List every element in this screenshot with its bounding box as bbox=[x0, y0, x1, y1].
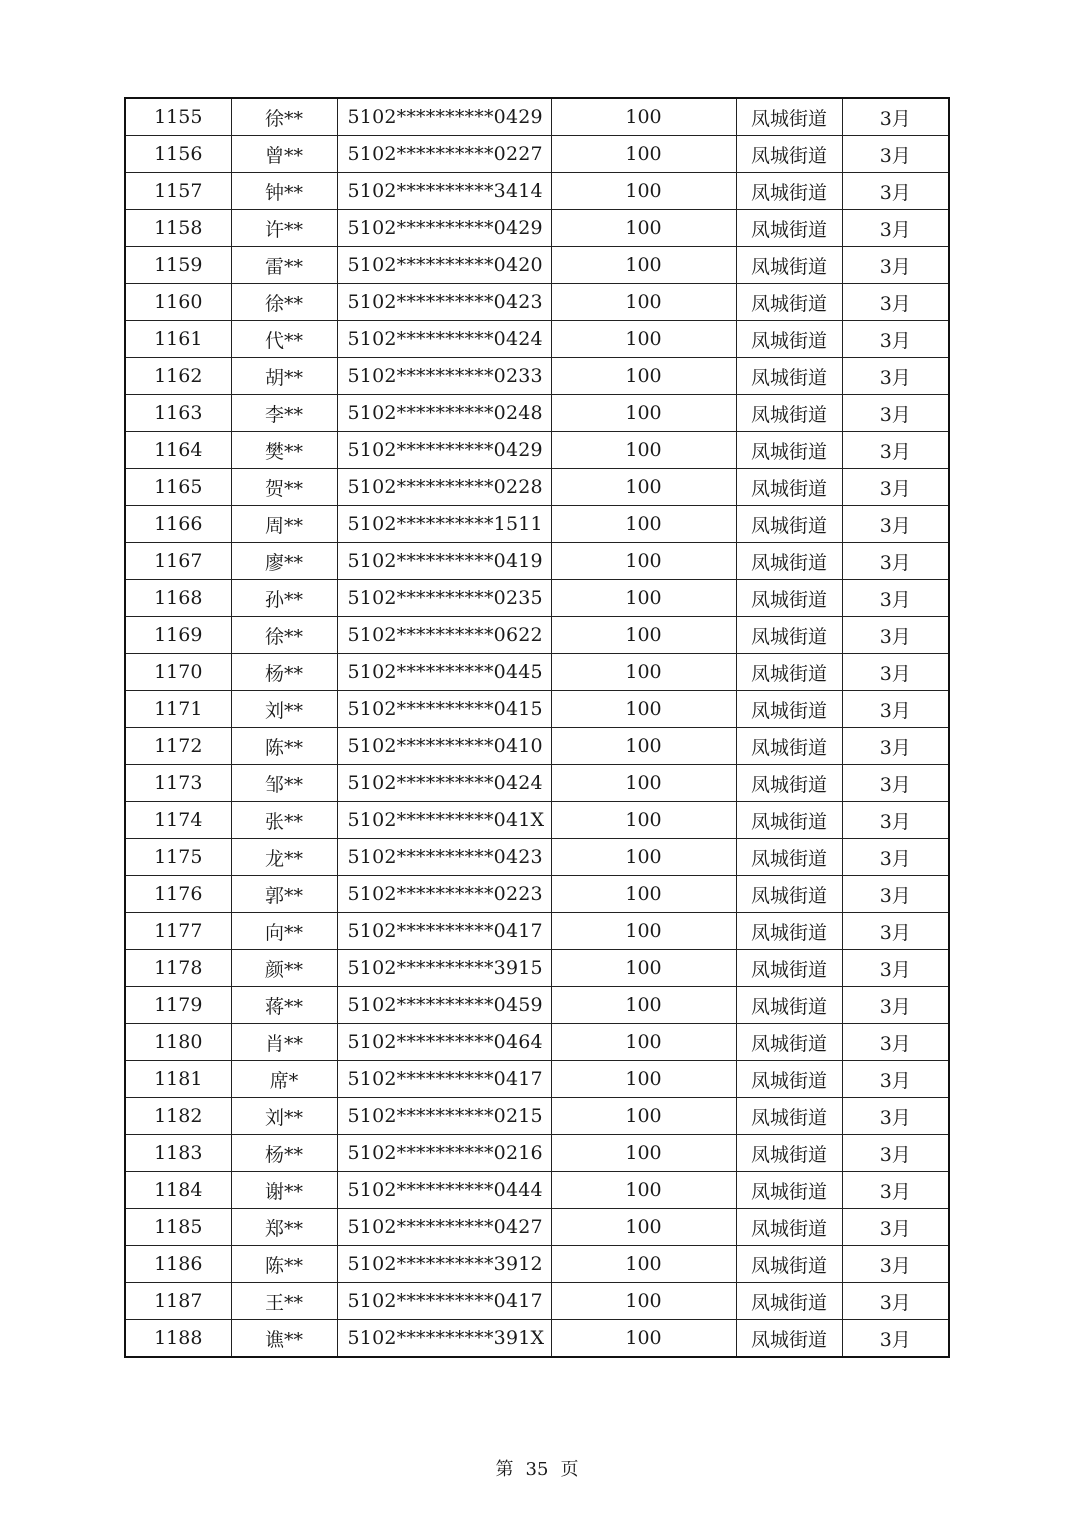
table-row bbox=[125, 358, 949, 395]
cell-id-number: 5102**********0424 bbox=[337, 321, 551, 358]
table-row bbox=[125, 617, 949, 654]
cell-amount: 100 bbox=[551, 432, 736, 469]
cell-id-number: 5102**********0420 bbox=[337, 247, 551, 284]
table-row bbox=[125, 1246, 949, 1283]
cell-street: 凤城街道 bbox=[736, 358, 842, 395]
cell-name: 徐** bbox=[231, 617, 337, 654]
table-row bbox=[125, 432, 949, 469]
cell-serial-number: 1172 bbox=[125, 728, 231, 765]
subsidy-roster-table bbox=[124, 97, 950, 1358]
cell-name: 刘** bbox=[231, 691, 337, 728]
cell-street: 凤城街道 bbox=[736, 1061, 842, 1098]
cell-id-number: 5102**********0427 bbox=[337, 1209, 551, 1246]
cell-street: 凤城街道 bbox=[736, 543, 842, 580]
table-row bbox=[125, 543, 949, 580]
cell-serial-number: 1187 bbox=[125, 1283, 231, 1320]
table-row bbox=[125, 1098, 949, 1135]
cell-id-number: 5102**********3915 bbox=[337, 950, 551, 987]
cell-serial-number: 1183 bbox=[125, 1135, 231, 1172]
cell-amount: 100 bbox=[551, 1098, 736, 1135]
cell-street: 凤城街道 bbox=[736, 1320, 842, 1358]
cell-amount: 100 bbox=[551, 691, 736, 728]
cell-name: 徐** bbox=[231, 98, 337, 136]
cell-street: 凤城街道 bbox=[736, 654, 842, 691]
cell-id-number: 5102**********0415 bbox=[337, 691, 551, 728]
cell-month: 3月 bbox=[842, 987, 949, 1024]
cell-street: 凤城街道 bbox=[736, 876, 842, 913]
cell-street: 凤城街道 bbox=[736, 728, 842, 765]
cell-name: 钟** bbox=[231, 173, 337, 210]
cell-id-number: 5102**********0445 bbox=[337, 654, 551, 691]
cell-street: 凤城街道 bbox=[736, 1172, 842, 1209]
cell-serial-number: 1182 bbox=[125, 1098, 231, 1135]
table-row bbox=[125, 802, 949, 839]
cell-amount: 100 bbox=[551, 395, 736, 432]
cell-street: 凤城街道 bbox=[736, 691, 842, 728]
cell-month: 3月 bbox=[842, 1024, 949, 1061]
cell-street: 凤城街道 bbox=[736, 506, 842, 543]
table-row bbox=[125, 839, 949, 876]
cell-serial-number: 1166 bbox=[125, 506, 231, 543]
cell-amount: 100 bbox=[551, 728, 736, 765]
cell-name: 樊** bbox=[231, 432, 337, 469]
table-row bbox=[125, 469, 949, 506]
cell-amount: 100 bbox=[551, 247, 736, 284]
cell-name: 雷** bbox=[231, 247, 337, 284]
cell-id-number: 5102**********0429 bbox=[337, 98, 551, 136]
cell-name: 许** bbox=[231, 210, 337, 247]
table-row bbox=[125, 210, 949, 247]
cell-id-number: 5102**********391X bbox=[337, 1320, 551, 1358]
cell-name: 刘** bbox=[231, 1098, 337, 1135]
cell-name: 龙** bbox=[231, 839, 337, 876]
cell-amount: 100 bbox=[551, 1209, 736, 1246]
cell-street: 凤城街道 bbox=[736, 1246, 842, 1283]
cell-serial-number: 1181 bbox=[125, 1061, 231, 1098]
cell-month: 3月 bbox=[842, 173, 949, 210]
cell-id-number: 5102**********041X bbox=[337, 802, 551, 839]
cell-street: 凤城街道 bbox=[736, 432, 842, 469]
cell-name: 王** bbox=[231, 1283, 337, 1320]
table-row bbox=[125, 765, 949, 802]
table-row bbox=[125, 913, 949, 950]
cell-name: 贺** bbox=[231, 469, 337, 506]
cell-month: 3月 bbox=[842, 98, 949, 136]
table-body bbox=[125, 98, 949, 1357]
cell-serial-number: 1162 bbox=[125, 358, 231, 395]
cell-amount: 100 bbox=[551, 1024, 736, 1061]
cell-month: 3月 bbox=[842, 210, 949, 247]
table-row bbox=[125, 950, 949, 987]
cell-street: 凤城街道 bbox=[736, 1098, 842, 1135]
cell-street: 凤城街道 bbox=[736, 1135, 842, 1172]
cell-id-number: 5102**********3414 bbox=[337, 173, 551, 210]
cell-month: 3月 bbox=[842, 617, 949, 654]
cell-street: 凤城街道 bbox=[736, 580, 842, 617]
cell-serial-number: 1185 bbox=[125, 1209, 231, 1246]
table-row bbox=[125, 136, 949, 173]
cell-amount: 100 bbox=[551, 136, 736, 173]
cell-name: 颜** bbox=[231, 950, 337, 987]
cell-month: 3月 bbox=[842, 395, 949, 432]
table-row bbox=[125, 98, 949, 136]
cell-month: 3月 bbox=[842, 1320, 949, 1358]
cell-name: 肖** bbox=[231, 1024, 337, 1061]
cell-amount: 100 bbox=[551, 358, 736, 395]
table-row bbox=[125, 284, 949, 321]
cell-serial-number: 1178 bbox=[125, 950, 231, 987]
cell-serial-number: 1175 bbox=[125, 839, 231, 876]
cell-id-number: 5102**********0223 bbox=[337, 876, 551, 913]
cell-name: 谯** bbox=[231, 1320, 337, 1358]
cell-id-number: 5102**********0464 bbox=[337, 1024, 551, 1061]
cell-street: 凤城街道 bbox=[736, 839, 842, 876]
cell-id-number: 5102**********0227 bbox=[337, 136, 551, 173]
cell-name: 李** bbox=[231, 395, 337, 432]
cell-id-number: 5102**********0235 bbox=[337, 580, 551, 617]
cell-id-number: 5102**********0233 bbox=[337, 358, 551, 395]
table-row bbox=[125, 321, 949, 358]
page-number: 35 bbox=[525, 1459, 549, 1480]
cell-street: 凤城街道 bbox=[736, 247, 842, 284]
cell-name: 郭** bbox=[231, 876, 337, 913]
cell-id-number: 5102**********0429 bbox=[337, 210, 551, 247]
cell-amount: 100 bbox=[551, 1061, 736, 1098]
table-row bbox=[125, 876, 949, 913]
cell-month: 3月 bbox=[842, 247, 949, 284]
cell-serial-number: 1170 bbox=[125, 654, 231, 691]
cell-id-number: 5102**********0429 bbox=[337, 432, 551, 469]
cell-street: 凤城街道 bbox=[736, 950, 842, 987]
cell-amount: 100 bbox=[551, 210, 736, 247]
cell-street: 凤城街道 bbox=[736, 469, 842, 506]
cell-serial-number: 1165 bbox=[125, 469, 231, 506]
cell-serial-number: 1188 bbox=[125, 1320, 231, 1358]
cell-name: 席* bbox=[231, 1061, 337, 1098]
cell-id-number: 5102**********0417 bbox=[337, 1283, 551, 1320]
cell-street: 凤城街道 bbox=[736, 173, 842, 210]
cell-street: 凤城街道 bbox=[736, 1024, 842, 1061]
cell-month: 3月 bbox=[842, 839, 949, 876]
page-number-suffix: 页 bbox=[560, 1459, 579, 1480]
cell-amount: 100 bbox=[551, 950, 736, 987]
cell-month: 3月 bbox=[842, 654, 949, 691]
table-row bbox=[125, 987, 949, 1024]
cell-id-number: 5102**********1511 bbox=[337, 506, 551, 543]
cell-month: 3月 bbox=[842, 765, 949, 802]
cell-month: 3月 bbox=[842, 506, 949, 543]
cell-serial-number: 1171 bbox=[125, 691, 231, 728]
cell-amount: 100 bbox=[551, 1283, 736, 1320]
cell-id-number: 5102**********0410 bbox=[337, 728, 551, 765]
cell-amount: 100 bbox=[551, 321, 736, 358]
cell-street: 凤城街道 bbox=[736, 987, 842, 1024]
cell-serial-number: 1176 bbox=[125, 876, 231, 913]
table-row bbox=[125, 728, 949, 765]
cell-street: 凤城街道 bbox=[736, 395, 842, 432]
table-row bbox=[125, 173, 949, 210]
cell-street: 凤城街道 bbox=[736, 210, 842, 247]
cell-serial-number: 1155 bbox=[125, 98, 231, 136]
cell-name: 陈** bbox=[231, 1246, 337, 1283]
cell-serial-number: 1157 bbox=[125, 173, 231, 210]
cell-id-number: 5102**********0459 bbox=[337, 987, 551, 1024]
cell-serial-number: 1169 bbox=[125, 617, 231, 654]
cell-amount: 100 bbox=[551, 284, 736, 321]
cell-amount: 100 bbox=[551, 173, 736, 210]
cell-serial-number: 1174 bbox=[125, 802, 231, 839]
table-row bbox=[125, 1061, 949, 1098]
cell-serial-number: 1180 bbox=[125, 1024, 231, 1061]
cell-id-number: 5102**********0417 bbox=[337, 1061, 551, 1098]
cell-id-number: 5102**********0622 bbox=[337, 617, 551, 654]
cell-street: 凤城街道 bbox=[736, 913, 842, 950]
cell-month: 3月 bbox=[842, 284, 949, 321]
cell-serial-number: 1160 bbox=[125, 284, 231, 321]
cell-amount: 100 bbox=[551, 98, 736, 136]
cell-id-number: 5102**********0216 bbox=[337, 1135, 551, 1172]
table-row bbox=[125, 1209, 949, 1246]
cell-id-number: 5102**********0248 bbox=[337, 395, 551, 432]
cell-name: 胡** bbox=[231, 358, 337, 395]
cell-name: 向** bbox=[231, 913, 337, 950]
cell-id-number: 5102**********0419 bbox=[337, 543, 551, 580]
cell-amount: 100 bbox=[551, 1135, 736, 1172]
cell-id-number: 5102**********0423 bbox=[337, 839, 551, 876]
cell-amount: 100 bbox=[551, 469, 736, 506]
cell-serial-number: 1161 bbox=[125, 321, 231, 358]
table-row bbox=[125, 247, 949, 284]
cell-month: 3月 bbox=[842, 1209, 949, 1246]
cell-name: 杨** bbox=[231, 1135, 337, 1172]
cell-name: 张** bbox=[231, 802, 337, 839]
cell-month: 3月 bbox=[842, 1246, 949, 1283]
cell-serial-number: 1168 bbox=[125, 580, 231, 617]
cell-month: 3月 bbox=[842, 728, 949, 765]
cell-name: 廖** bbox=[231, 543, 337, 580]
cell-amount: 100 bbox=[551, 1172, 736, 1209]
cell-month: 3月 bbox=[842, 691, 949, 728]
cell-name: 邹** bbox=[231, 765, 337, 802]
cell-name: 代** bbox=[231, 321, 337, 358]
cell-serial-number: 1186 bbox=[125, 1246, 231, 1283]
table-row bbox=[125, 691, 949, 728]
cell-month: 3月 bbox=[842, 950, 949, 987]
cell-id-number: 5102**********0423 bbox=[337, 284, 551, 321]
cell-amount: 100 bbox=[551, 802, 736, 839]
cell-amount: 100 bbox=[551, 839, 736, 876]
cell-name: 周** bbox=[231, 506, 337, 543]
cell-month: 3月 bbox=[842, 580, 949, 617]
cell-street: 凤城街道 bbox=[736, 98, 842, 136]
table-row bbox=[125, 506, 949, 543]
cell-street: 凤城街道 bbox=[736, 802, 842, 839]
cell-month: 3月 bbox=[842, 1135, 949, 1172]
cell-serial-number: 1177 bbox=[125, 913, 231, 950]
cell-name: 陈** bbox=[231, 728, 337, 765]
cell-street: 凤城街道 bbox=[736, 1283, 842, 1320]
cell-month: 3月 bbox=[842, 1098, 949, 1135]
cell-month: 3月 bbox=[842, 876, 949, 913]
cell-amount: 100 bbox=[551, 987, 736, 1024]
cell-amount: 100 bbox=[551, 580, 736, 617]
cell-month: 3月 bbox=[842, 543, 949, 580]
cell-month: 3月 bbox=[842, 913, 949, 950]
cell-month: 3月 bbox=[842, 469, 949, 506]
page-number-prefix: 第 bbox=[495, 1459, 514, 1480]
cell-amount: 100 bbox=[551, 617, 736, 654]
cell-name: 蒋** bbox=[231, 987, 337, 1024]
cell-name: 孙** bbox=[231, 580, 337, 617]
cell-serial-number: 1184 bbox=[125, 1172, 231, 1209]
cell-serial-number: 1156 bbox=[125, 136, 231, 173]
cell-name: 郑** bbox=[231, 1209, 337, 1246]
cell-amount: 100 bbox=[551, 1246, 736, 1283]
page-footer bbox=[0, 1455, 1074, 1481]
cell-amount: 100 bbox=[551, 913, 736, 950]
cell-id-number: 5102**********0215 bbox=[337, 1098, 551, 1135]
cell-name: 徐** bbox=[231, 284, 337, 321]
cell-serial-number: 1159 bbox=[125, 247, 231, 284]
cell-month: 3月 bbox=[842, 321, 949, 358]
cell-serial-number: 1158 bbox=[125, 210, 231, 247]
cell-street: 凤城街道 bbox=[736, 321, 842, 358]
cell-amount: 100 bbox=[551, 1320, 736, 1358]
cell-amount: 100 bbox=[551, 765, 736, 802]
table-row bbox=[125, 1283, 949, 1320]
cell-amount: 100 bbox=[551, 654, 736, 691]
cell-amount: 100 bbox=[551, 506, 736, 543]
cell-id-number: 5102**********0417 bbox=[337, 913, 551, 950]
cell-name: 谢** bbox=[231, 1172, 337, 1209]
cell-serial-number: 1167 bbox=[125, 543, 231, 580]
cell-amount: 100 bbox=[551, 876, 736, 913]
cell-street: 凤城街道 bbox=[736, 765, 842, 802]
table-row bbox=[125, 580, 949, 617]
table-row bbox=[125, 395, 949, 432]
cell-month: 3月 bbox=[842, 432, 949, 469]
cell-id-number: 5102**********3912 bbox=[337, 1246, 551, 1283]
cell-name: 杨** bbox=[231, 654, 337, 691]
cell-serial-number: 1173 bbox=[125, 765, 231, 802]
cell-month: 3月 bbox=[842, 1283, 949, 1320]
cell-month: 3月 bbox=[842, 1172, 949, 1209]
table-row bbox=[125, 654, 949, 691]
cell-serial-number: 1164 bbox=[125, 432, 231, 469]
cell-id-number: 5102**********0424 bbox=[337, 765, 551, 802]
cell-month: 3月 bbox=[842, 358, 949, 395]
table-row bbox=[125, 1172, 949, 1209]
cell-month: 3月 bbox=[842, 802, 949, 839]
cell-street: 凤城街道 bbox=[736, 136, 842, 173]
cell-street: 凤城街道 bbox=[736, 617, 842, 654]
table-row bbox=[125, 1320, 949, 1358]
cell-month: 3月 bbox=[842, 136, 949, 173]
cell-serial-number: 1179 bbox=[125, 987, 231, 1024]
cell-serial-number: 1163 bbox=[125, 395, 231, 432]
cell-id-number: 5102**********0228 bbox=[337, 469, 551, 506]
cell-street: 凤城街道 bbox=[736, 1209, 842, 1246]
table-row bbox=[125, 1024, 949, 1061]
cell-month: 3月 bbox=[842, 1061, 949, 1098]
table-row bbox=[125, 1135, 949, 1172]
cell-street: 凤城街道 bbox=[736, 284, 842, 321]
cell-name: 曾** bbox=[231, 136, 337, 173]
cell-id-number: 5102**********0444 bbox=[337, 1172, 551, 1209]
cell-amount: 100 bbox=[551, 543, 736, 580]
